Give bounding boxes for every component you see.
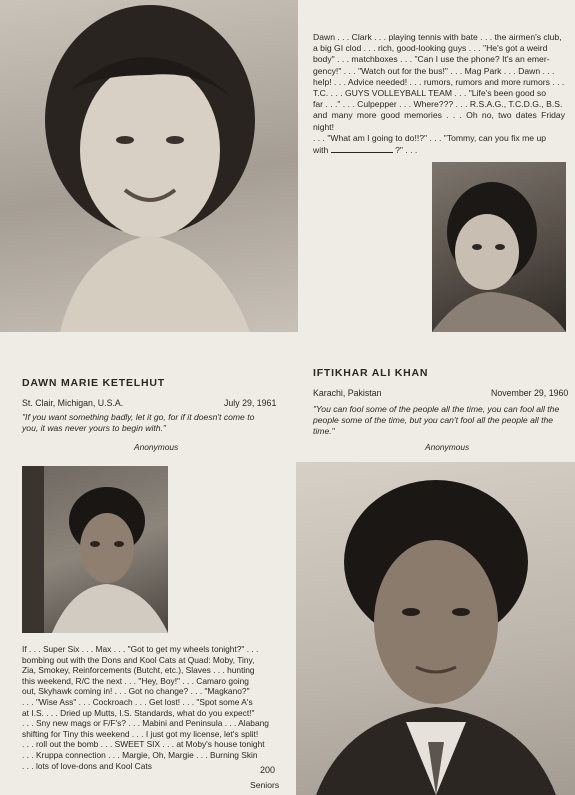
memories-line: this weekend, R/C the next . . . "Hey, Boy!" . . . Camaro going xyxy=(22,675,249,686)
quote-line: "You can fool some of the people all the time, you can fool all the xyxy=(313,404,560,414)
candid-illustration-bottom xyxy=(22,466,168,633)
section-label: Seniors xyxy=(250,780,280,790)
memories-line: . . . roll out the bomb . . . SWEET SIX . . . at Moby's house tonight xyxy=(22,739,265,750)
student-birthdate-iftikhar: November 29, 1960 xyxy=(491,388,569,398)
quote-line: "If you want something badly, let it go, for if it doesn't come to xyxy=(22,412,255,422)
student-birthdate-dawn: July 29, 1961 xyxy=(224,398,277,408)
portrait-illustration xyxy=(0,0,298,332)
memories-line: . . . lots of love-dons and Kool Cats xyxy=(22,760,152,771)
memories-line: . . . "Wise Ass" . . . Cockroach . . . Get lost! . . . "Spot some A's xyxy=(22,696,253,707)
memories-line: . . . Sny new mags or F/F's? . . . Mabini and Peninsula . . . Alabang xyxy=(22,718,269,729)
memories-line: far . . ." . . . Culpepper . . . Where??? . . . R.S.A.G., T.C.D.G., B.S. xyxy=(313,99,563,110)
memories-line: at I.S. . . . Dried up Mutts, I.S. Standards, what do you expect!" xyxy=(22,707,255,718)
memories-line: help! . . . Advice needed! . . . rumors, rumors and more rumors . . . xyxy=(313,76,565,87)
page-number: 200 xyxy=(260,765,276,775)
student-quote-dawn xyxy=(22,412,284,434)
quote-line: you, it was never yours to begin with." xyxy=(22,423,166,433)
memories-last-line xyxy=(313,144,565,156)
candid-photo-iftikhar xyxy=(432,162,566,332)
memories-line: If . . . Super Six . . . Max . . . "Got to get my wheels tonight?" . . . xyxy=(22,644,259,654)
quote-line: time." xyxy=(313,426,335,436)
student-quote-iftikhar xyxy=(313,404,571,437)
memories-line: a big GI clod . . . rich, good-looking guys . . . "He's got a weird xyxy=(313,43,548,54)
student-location-iftikhar: Karachi, Pakistan xyxy=(313,388,382,398)
student-location-dawn: St. Clair, Michigan, U.S.A. xyxy=(22,398,124,408)
memories-line: . . . "What am I going to do!!?" . . . "Tommy, can you fix me up xyxy=(313,132,546,143)
quote-author-iftikhar: Anonymous xyxy=(425,442,470,452)
memories-line: and many more good memories . . . Oh no, two dates Friday night! xyxy=(313,110,565,132)
memories-line-start: with xyxy=(313,145,329,156)
portrait-photo-dawn-ketelhut xyxy=(0,0,298,332)
memories-line: Dawn . . . Clark . . . playing tennis with bate . . . the airmen's club, xyxy=(313,32,562,42)
student-name-dawn: DAWN MARIE KETELHUT xyxy=(22,377,165,389)
portrait-photo-iftikhar-khan xyxy=(296,462,575,795)
quote-line: people some of the time, but you can't fool all the people all the xyxy=(313,415,554,425)
memories-line: bombing out with the Dons and Kool Cats at Quad: Moby, Tiny, xyxy=(22,654,255,665)
portrait-illustration-bottom xyxy=(296,462,575,795)
memories-line: out, Skyhawk coming in! . . . Got no change? . . . "Magkano?" xyxy=(22,686,250,697)
memories-line: T.C. . . . GUYS VOLLEYBALL TEAM . . . "Life's been good so xyxy=(313,88,547,99)
fill-in-blank xyxy=(331,144,393,153)
candid-photo-bottom-left xyxy=(22,466,168,633)
memories-line: Zia, Smokey, Reinforcements (Butcht, etc.), Slaves . . . hunting xyxy=(22,665,255,676)
memories-line: shifting for Tiny this weekend . . . I just got my license, let's split! xyxy=(22,728,259,739)
memories-line: . . . Kruppa connection . . . Margie, Oh, Margie . . . Burning Skin xyxy=(22,749,258,760)
memories-line: body" . . . matchboxes . . . "Can I use the phone? It's an emer- xyxy=(313,54,550,65)
memories-line-end: ?" . . . xyxy=(395,145,418,156)
student-name-iftikhar: IFTIKHAR ALI KHAN xyxy=(313,367,429,379)
memories-line: gency!" . . . "Watch out for the bus!" . . . Mag Park . . . Dawn . . . xyxy=(313,65,555,76)
memories-text-bottom xyxy=(22,644,285,771)
candid-illustration xyxy=(432,162,566,332)
memories-text-dawn xyxy=(313,32,565,156)
quote-author-dawn: Anonymous xyxy=(134,442,179,452)
